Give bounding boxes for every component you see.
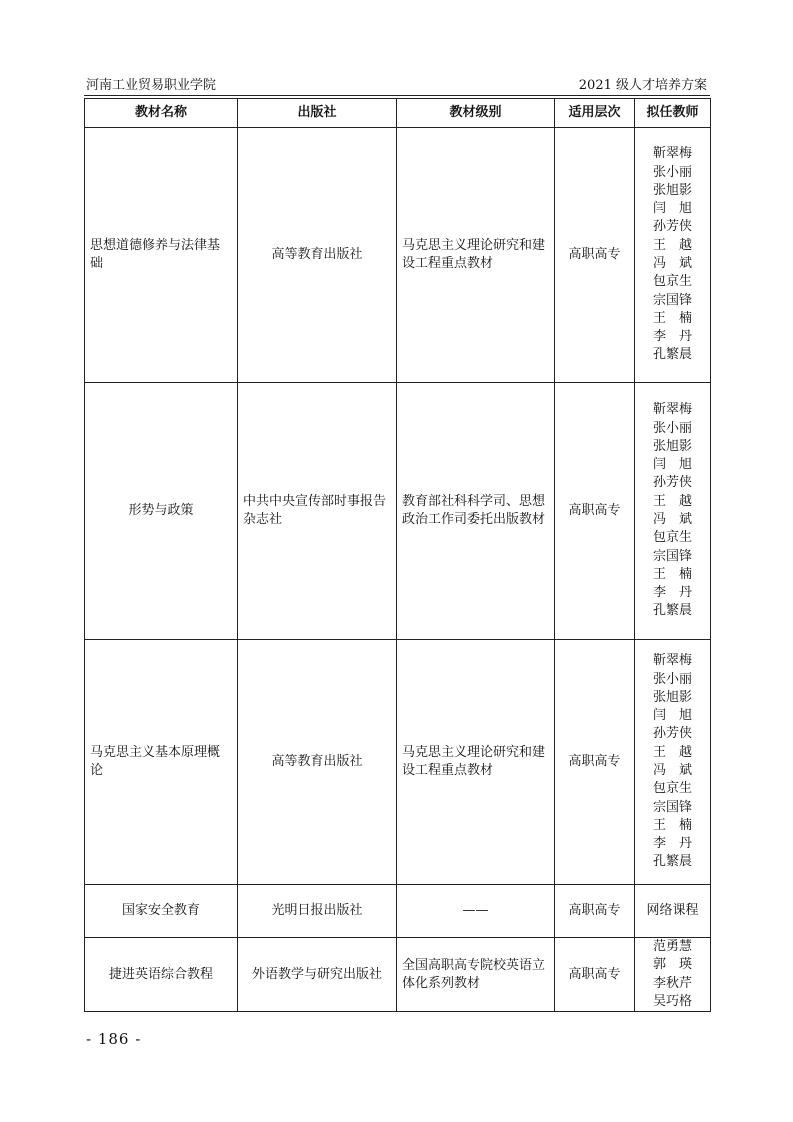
page-number: - 186 - [86, 1030, 142, 1048]
teacher-name: 包京生 [652, 781, 692, 797]
cell-textbook-level: 全国高职高专院校英语立体化系列教材 [397, 938, 555, 1012]
teacher-name: 孔繁晨 [652, 347, 692, 363]
teacher-name: 吴巧格 [652, 993, 692, 1009]
cell-publisher: 光明日报出版社 [238, 885, 397, 938]
cell-teachers [635, 383, 711, 640]
teacher-name: 张小丽 [652, 164, 692, 180]
teacher-name: 靳翠梅 [652, 146, 692, 162]
header-document-title: 2021 级人才培养方案 [578, 78, 707, 93]
teacher-name: 王 楠 [652, 310, 692, 326]
teacher-name: 包京生 [652, 530, 692, 546]
table-row [85, 938, 711, 1012]
teacher-name: 张旭影 [652, 438, 692, 454]
cell-applicable-level: 高职高专 [555, 128, 635, 383]
teacher-name: 范勇慧 [652, 939, 692, 954]
cell-textbook-level: 教育部社科科学司、思想政治工作司委托出版教材 [397, 383, 555, 640]
teacher-name: 冯 斌 [652, 256, 692, 271]
teacher-name: 靳翠梅 [652, 653, 692, 669]
column-header-textbook-name: 教材名称 [85, 99, 238, 128]
teacher-name: 张旭影 [652, 689, 692, 705]
teacher-name: 张小丽 [652, 420, 692, 436]
cell-textbook-name: 形势与政策 [85, 383, 238, 640]
cell-textbook-name: 马克思主义基本原理概论 [85, 640, 238, 885]
header-divider [84, 95, 710, 96]
textbook-table [84, 98, 711, 1012]
cell-publisher: 外语教学与研究出版社 [238, 938, 397, 1012]
cell-teachers [635, 640, 711, 885]
cell-teachers [635, 885, 711, 938]
teacher-name: 王 越 [652, 744, 692, 760]
teacher-name: 冯 斌 [652, 512, 692, 527]
cell-textbook-level: 马克思主义理论研究和建设工程重点教材 [397, 640, 555, 885]
teacher-name: 宗国锋 [652, 548, 692, 564]
table-header-row [85, 99, 711, 128]
cell-publisher: 高等教育出版社 [238, 640, 397, 885]
teacher-name: 网络课程 [646, 902, 699, 918]
column-header-applicable-level: 适用层次 [555, 99, 635, 128]
teacher-name: 孔繁晨 [652, 854, 692, 870]
cell-textbook-level: —— [397, 885, 555, 938]
teacher-name: 冯 斌 [652, 763, 692, 778]
teacher-name: 闫 旭 [652, 457, 692, 473]
teacher-name: 宗国锋 [652, 292, 692, 308]
table-row [85, 640, 711, 885]
table-row [85, 383, 711, 640]
teacher-name: 靳翠梅 [652, 402, 692, 418]
teacher-name: 孙芳侠 [652, 726, 692, 742]
teacher-name: 王 楠 [652, 566, 692, 582]
teacher-name: 李秋芹 [652, 975, 692, 991]
cell-applicable-level: 高职高专 [555, 938, 635, 1012]
cell-applicable-level: 高职高专 [555, 885, 635, 938]
teacher-name: 孙芳侠 [652, 219, 692, 235]
cell-textbook-level: 马克思主义理论研究和建设工程重点教材 [397, 128, 555, 383]
teacher-name: 王 楠 [652, 817, 692, 833]
cell-publisher: 中共中央宣传部时事报告杂志社 [238, 383, 397, 640]
column-header-publisher: 出版社 [238, 99, 397, 128]
cell-teachers [635, 938, 711, 1012]
teacher-name: 王 越 [652, 237, 692, 253]
table-row [85, 885, 711, 938]
cell-applicable-level: 高职高专 [555, 640, 635, 885]
teacher-name: 郭 瑛 [652, 957, 692, 973]
cell-textbook-name: 思想道德修养与法律基础 [85, 128, 238, 383]
teacher-name: 张旭影 [652, 182, 692, 198]
teacher-name: 王 越 [652, 493, 692, 509]
cell-textbook-name: 国家安全教育 [85, 885, 238, 938]
column-header-teachers: 拟任教师 [635, 99, 711, 128]
teacher-name: 宗国锋 [652, 799, 692, 815]
cell-teachers [635, 128, 711, 383]
cell-applicable-level: 高职高专 [555, 383, 635, 640]
header-school-name: 河南工业贸易职业学院 [86, 78, 217, 93]
teacher-name: 李 丹 [652, 585, 692, 601]
teacher-name: 孔繁晨 [652, 603, 692, 619]
teacher-name: 孙芳侠 [652, 475, 692, 491]
teacher-name: 包京生 [652, 274, 692, 290]
column-header-textbook-level: 教材级别 [397, 99, 555, 128]
cell-publisher: 高等教育出版社 [238, 128, 397, 383]
teacher-name: 李 丹 [652, 329, 692, 345]
table-row [85, 128, 711, 383]
teacher-name: 闫 旭 [652, 201, 692, 217]
teacher-name: 张小丽 [652, 671, 692, 687]
teacher-name: 闫 旭 [652, 708, 692, 724]
cell-textbook-name: 捷进英语综合教程 [85, 938, 238, 1012]
teacher-name: 李 丹 [652, 836, 692, 852]
